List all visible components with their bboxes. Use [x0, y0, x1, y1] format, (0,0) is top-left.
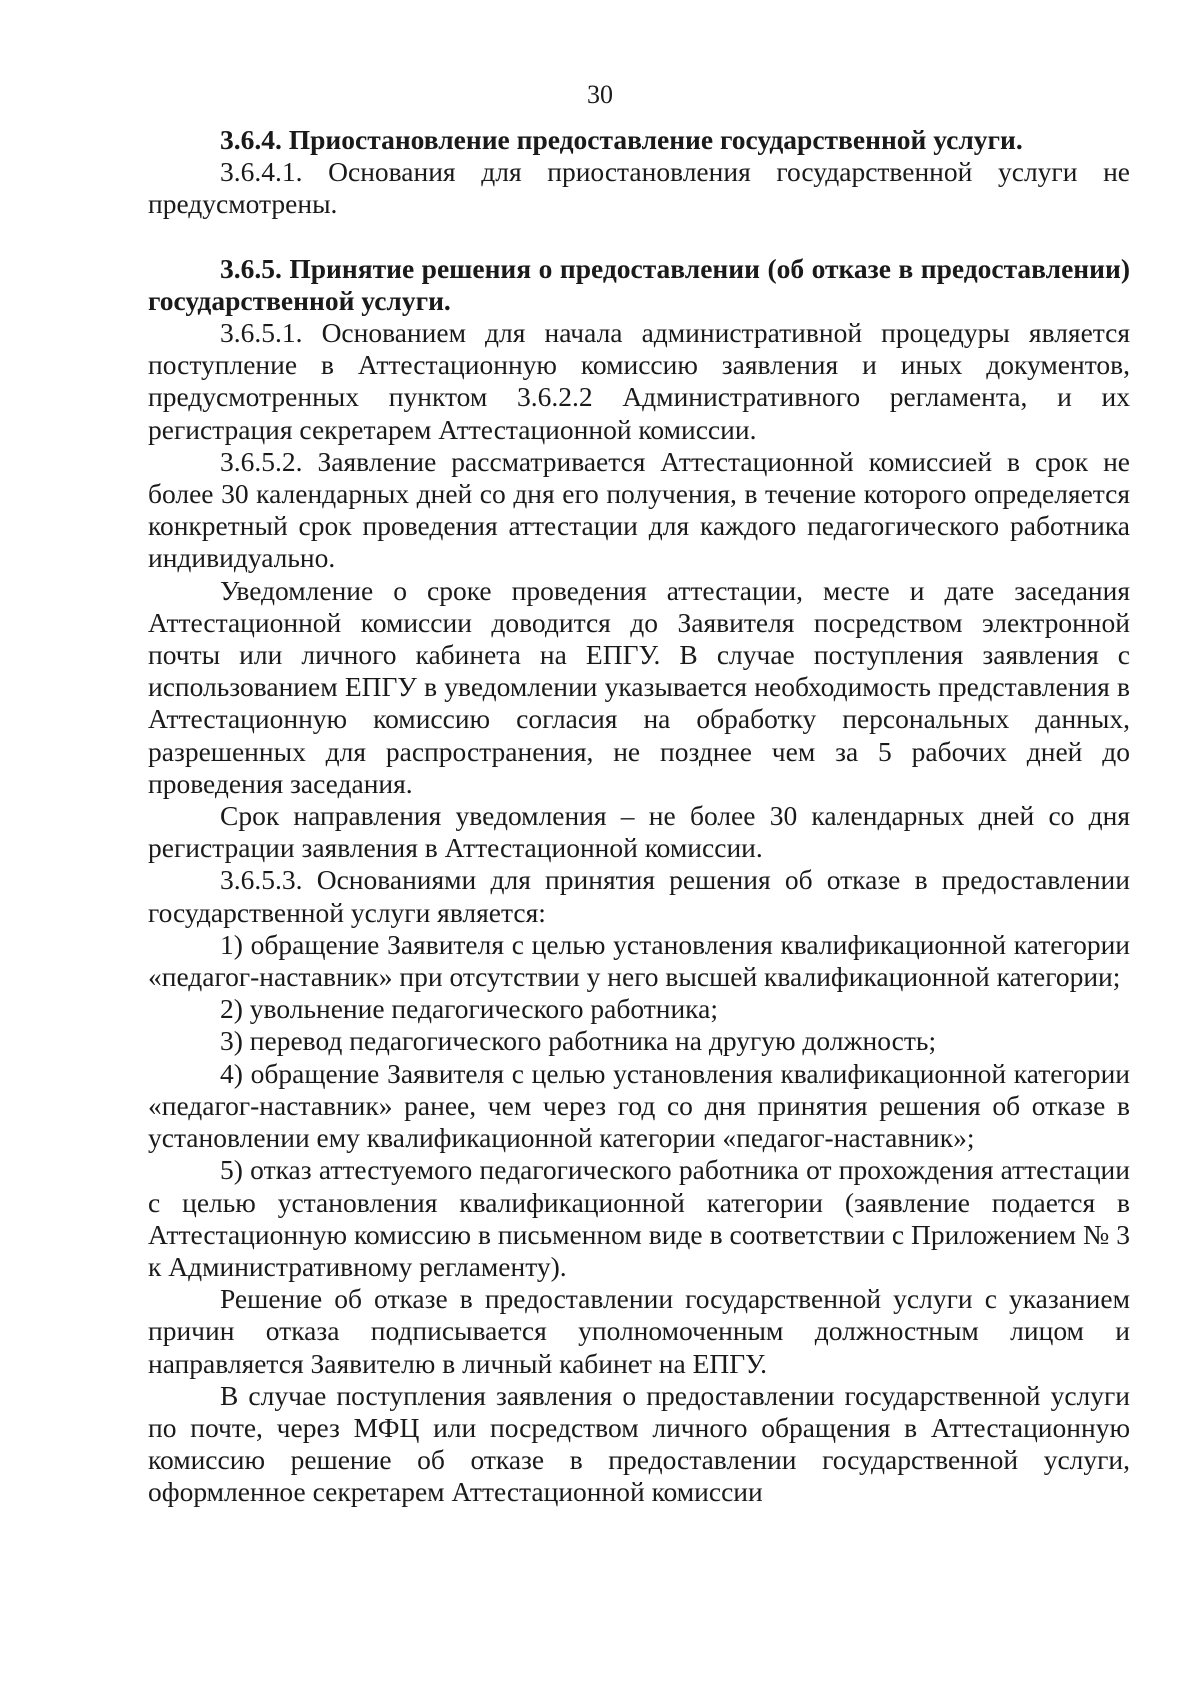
section-heading-3-6-4: 3.6.4. Приостановление предоставление государственной услуги. [220, 124, 1023, 155]
list-item-2: 2) увольнение педагогического работника; [220, 993, 718, 1025]
paragraph-postal: В случае поступления заявления о предоставлении государственной услуги по почте, через МФЦ или посредством личного обращения в Аттестационную комиссию решение об отказе в предоставлении государственной услуги, оформленное секретарем Аттестационной комиссии [148, 1379, 1130, 1508]
paragraph-3-6-5-3: 3.6.5.3. Основаниями для принятия решения об отказе в предоставлении государственной услуги является: [148, 864, 1130, 928]
paragraph-3-6-4-1: 3.6.4.1. Основания для приостановления государственной услуги не предусмотрены. [148, 156, 1130, 220]
list-item-1: 1) обращение Заявителя с целью установления квалификационной категории «педагог-наставник» при отсутствии у него высшей квалификационной категории; [148, 928, 1130, 993]
list-item-4: 4) обращение Заявителя с целью установления квалификационной категории «педагог-наставник» ранее, чем через год со дня принятия решения об отказе в установлении ему квалификационной категории «педагог-наставник»; [148, 1057, 1130, 1154]
paragraph-gap [148, 221, 1130, 253]
list-item-3: 3) перевод педагогического работника на другую должность; [220, 1025, 937, 1057]
list-item-5: 5) отказ аттестуемого педагогического работника от прохождения аттестации с целью установления квалификационной категории (заявление подается в Аттестационную комиссию в письменном виде в соответствии с Приложением № 3 к Административному регламенту). [148, 1154, 1130, 1282]
section-heading-3-6-5: 3.6.5. Принятие решения о предоставлении (об отказе в предоставлении) государственной услуги. [148, 252, 1130, 316]
paragraph-3-6-5-2: 3.6.5.2. Заявление рассматривается Аттестационной комиссией в срок не более 30 календарных дней со дня его получения, в течение которого определяется конкретный срок проведения аттестации для каждого педагогического работника индивидуально. [148, 445, 1130, 574]
paragraph-notice: Уведомление о сроке проведения аттестации, месте и дате заседания Аттестационной комиссии доводится до Заявителя посредством электронной почты или личного кабинета на ЕПГУ. В случае поступления заявления с использованием ЕПГУ в уведомлении указывается необходимость представления в Аттестационную комиссию согласия на обработку персональных данных, разрешенных для распространения, не позднее чем за 5 рабочих дней до проведения заседания. [148, 574, 1130, 799]
paragraph-refusal: Решение об отказе в предоставлении государственной услуги с указанием причин отказа подписывается уполномоченным должностным лицом и направляется Заявителю в личный кабинет на ЕПГУ. [148, 1283, 1130, 1379]
paragraph-3-6-5-1: 3.6.5.1. Основанием для начала административной процедуры является поступление в Аттестационную комиссию заявления и иных документов, предусмотренных пунктом 3.6.2.2 Административного регламента, и их регистрация секретарем Аттестационной комиссии. [148, 317, 1130, 445]
page-number: 30 [587, 80, 613, 109]
paragraph-deadline: Срок направления уведомления – не более 30 календарных дней со дня регистрации заявления в Аттестационной комиссии. [148, 800, 1130, 864]
document-body [148, 124, 1130, 1509]
